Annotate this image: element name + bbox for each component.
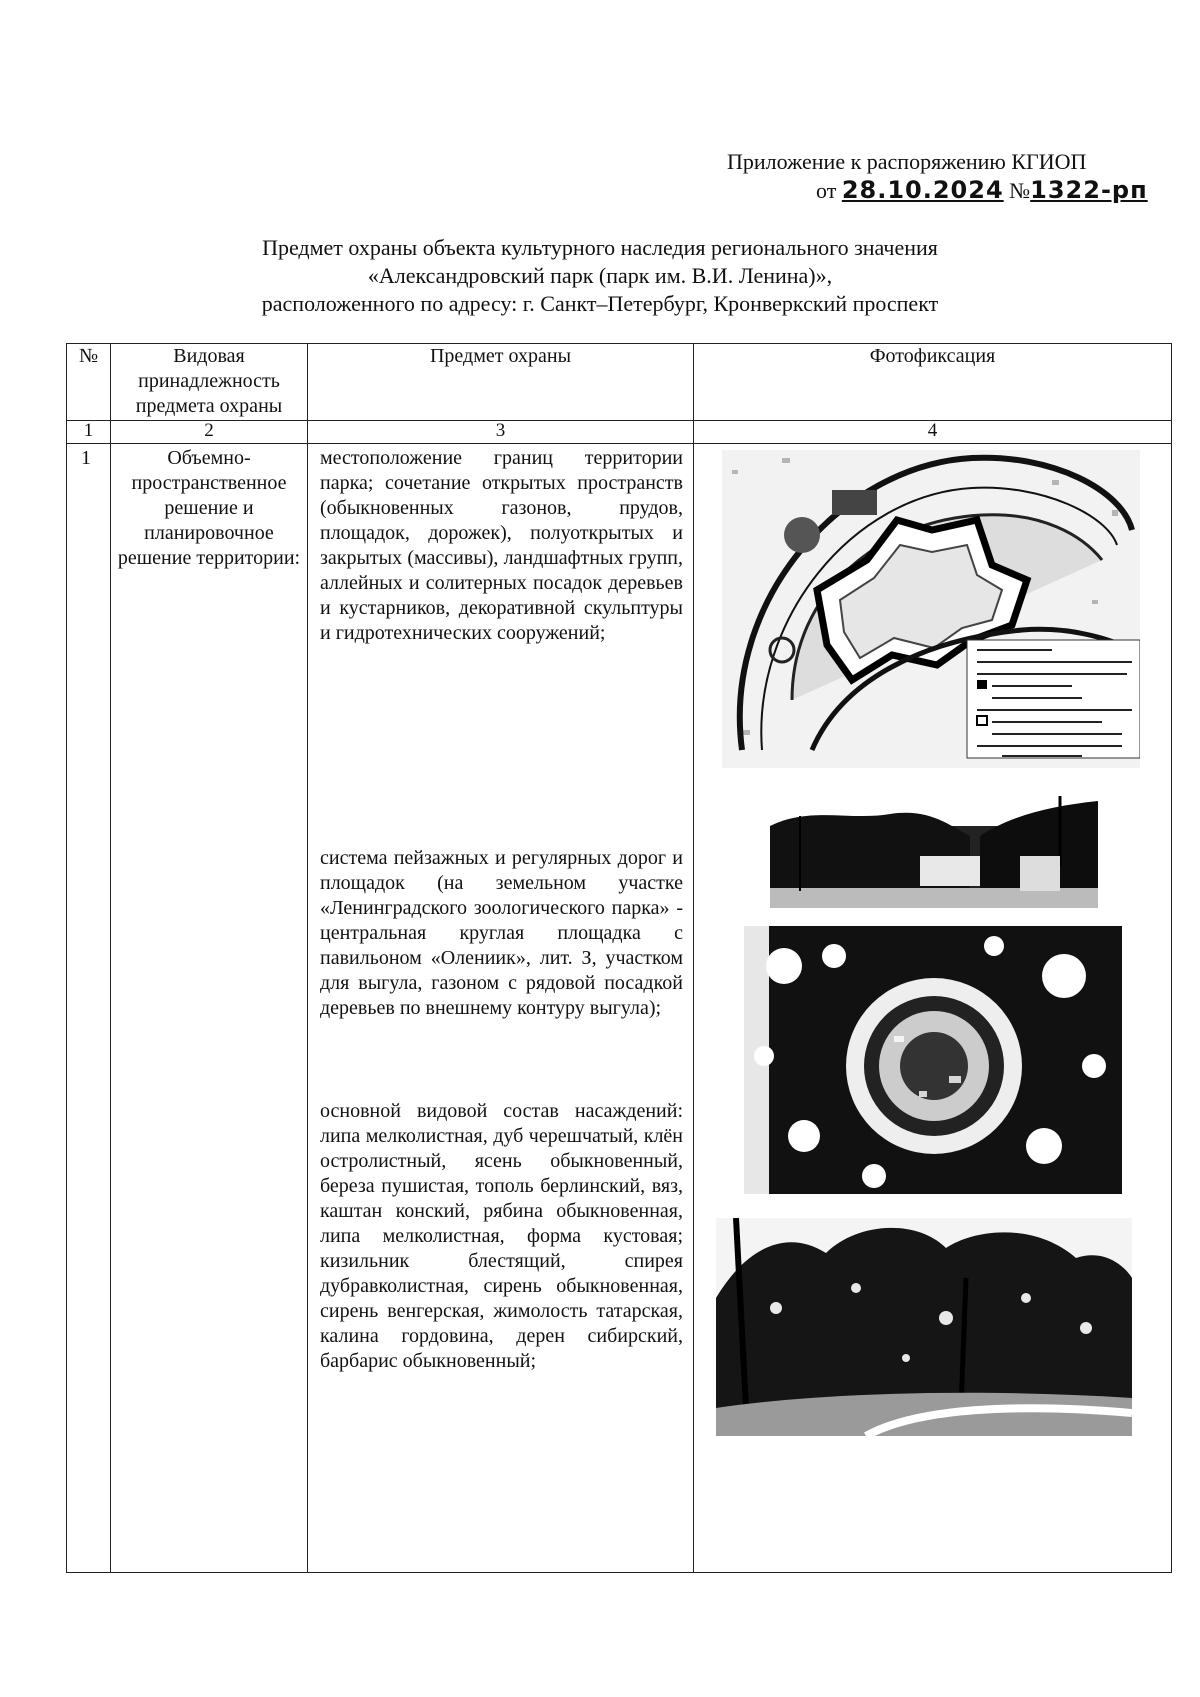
appendix-label: Приложение к распоряжению КГИОП — [727, 149, 1087, 174]
protection-subject-table — [66, 343, 1172, 1573]
row-type: Объемно-пространственное решение и планировочное решение территории: — [111, 444, 308, 1573]
subject-item-1: местоположение границ территории парка; сочетание открытых пространств (обыкновенных газонов, прудов, площадок, дорожек), полуоткрытых и закрытых (массивы), ландшафтных групп, аллейных и солитерных посадок деревьев и кустарников, декоративной скульптуры и гидротехнических сооружений; — [320, 447, 683, 644]
col-number-3: 3 — [308, 421, 694, 444]
header-photo: Фотофиксация — [694, 344, 1172, 421]
subject-item-3: основной видовой состав насаждений: липа мелколистная, дуб черешчатый, клён остролистный, ясень обыкновенный, береза пушистая, тополь берлинский, вяз, каштан конский, рябина обыкновенная, липа мелколистная, форма кустовая; кизильник блестящий, спирея дубравколистная, сирень обыкновенная, сирень венгерская, жимолость татарская, калина гордовина, дерен сибирский, барбарис обыкновенный; — [320, 1100, 683, 1372]
title-line-2: «Александровский парк (парк им. В.И. Ленина)», — [367, 263, 833, 288]
row-subject — [308, 444, 694, 1573]
header-subject: Предмет охраны — [308, 344, 694, 421]
date-prefix: от — [816, 178, 837, 203]
table-header-row — [67, 344, 1172, 421]
order-date: 28.10.2024 — [841, 176, 1004, 204]
appendix-header — [727, 148, 1148, 205]
header-number: № — [67, 344, 111, 421]
document-title — [150, 234, 1050, 318]
row-photos — [694, 444, 1172, 1573]
title-line-1: Предмет охраны объекта культурного наследия регионального значения — [262, 235, 938, 260]
street-view-photo — [770, 796, 1098, 908]
aerial-round-platform-photo — [744, 926, 1122, 1194]
header-type: Видовая принадлежность предмета охраны — [111, 344, 308, 421]
col-number-4: 4 — [694, 421, 1172, 444]
table-row — [67, 444, 1172, 1573]
order-date-number — [816, 176, 1148, 205]
number-prefix: № — [1009, 178, 1031, 203]
col-number-1: 1 — [67, 421, 111, 444]
order-number: 1322-рп — [1030, 176, 1148, 204]
title-line-3: расположенного по адресу: г. Санкт–Петербург, Кронверкский проспект — [261, 291, 939, 316]
subject-item-2: система пейзажных и регулярных дорог и площадок (на земельном участке «Ленинградского зоологического парка» - центральная круглая площадка с павильоном «Олениик», лит. З, участком для выгула, газоном с рядовой посадкой деревьев по внешнему контуру выгула); — [320, 847, 683, 1019]
park-trees-photo — [716, 1218, 1132, 1436]
column-number-row — [67, 421, 1172, 444]
park-plan-map-image — [722, 450, 1140, 768]
row-number: 1 — [67, 444, 111, 1573]
col-number-2: 2 — [111, 421, 308, 444]
